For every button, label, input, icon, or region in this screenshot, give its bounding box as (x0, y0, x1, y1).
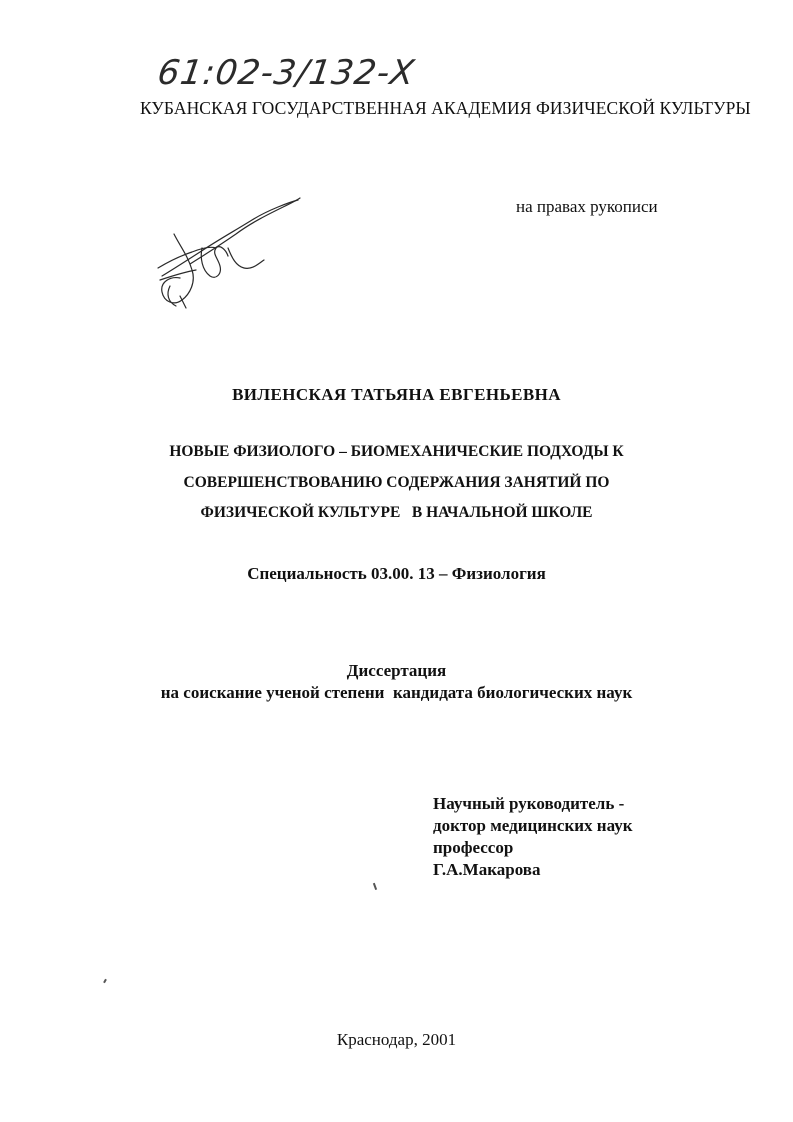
signature-icon (140, 190, 310, 315)
institution-name: КУБАНСКАЯ ГОСУДАРСТВЕННАЯ АКАДЕМИЯ ФИЗИЧЕСКОЙ КУЛЬТУРЫ (140, 98, 751, 118)
handwritten-archive-number (155, 44, 522, 106)
place-year: Краснодар, 2001 (336, 1030, 457, 1049)
specialty: Специальность 03.00. 13 – Физиология (247, 564, 546, 583)
supervisor-role: Научный руководитель - (433, 794, 625, 813)
supervisor-degree: доктор медицинских наук (433, 816, 633, 835)
scan-speck (103, 979, 107, 983)
supervisor-name: Г.А.Макарова (433, 860, 541, 879)
thesis-title-line: ФИЗИЧЕСКОЙ КУЛЬТУРЕ В НАЧАЛЬНОЙ ШКОЛЕ (200, 504, 593, 521)
degree-type: Диссертация (346, 661, 447, 680)
rights-note: на правах рукописи (516, 197, 658, 216)
thesis-title-line: СОВЕРШЕНСТВОВАНИЮ СОДЕРЖАНИЯ ЗАНЯТИЙ ПО (183, 473, 610, 491)
author-name: ВИЛЕНСКАЯ ТАТЬЯНА ЕВГЕНЬЕВНА (232, 385, 561, 404)
thesis-title-line: НОВЫЕ ФИЗИОЛОГО – БИОМЕХАНИЧЕСКИЕ ПОДХОДЫ К (169, 443, 624, 460)
supervisor-rank: профессор (433, 838, 514, 857)
supervisor-block (433, 793, 633, 881)
degree-purpose: на соискание ученой степени кандидата биологических наук (160, 683, 633, 702)
archive-number-text: 61:02-3/132-Х (155, 53, 418, 93)
scan-speck (373, 883, 377, 890)
thesis-title (0, 437, 793, 529)
degree-block (0, 660, 793, 704)
